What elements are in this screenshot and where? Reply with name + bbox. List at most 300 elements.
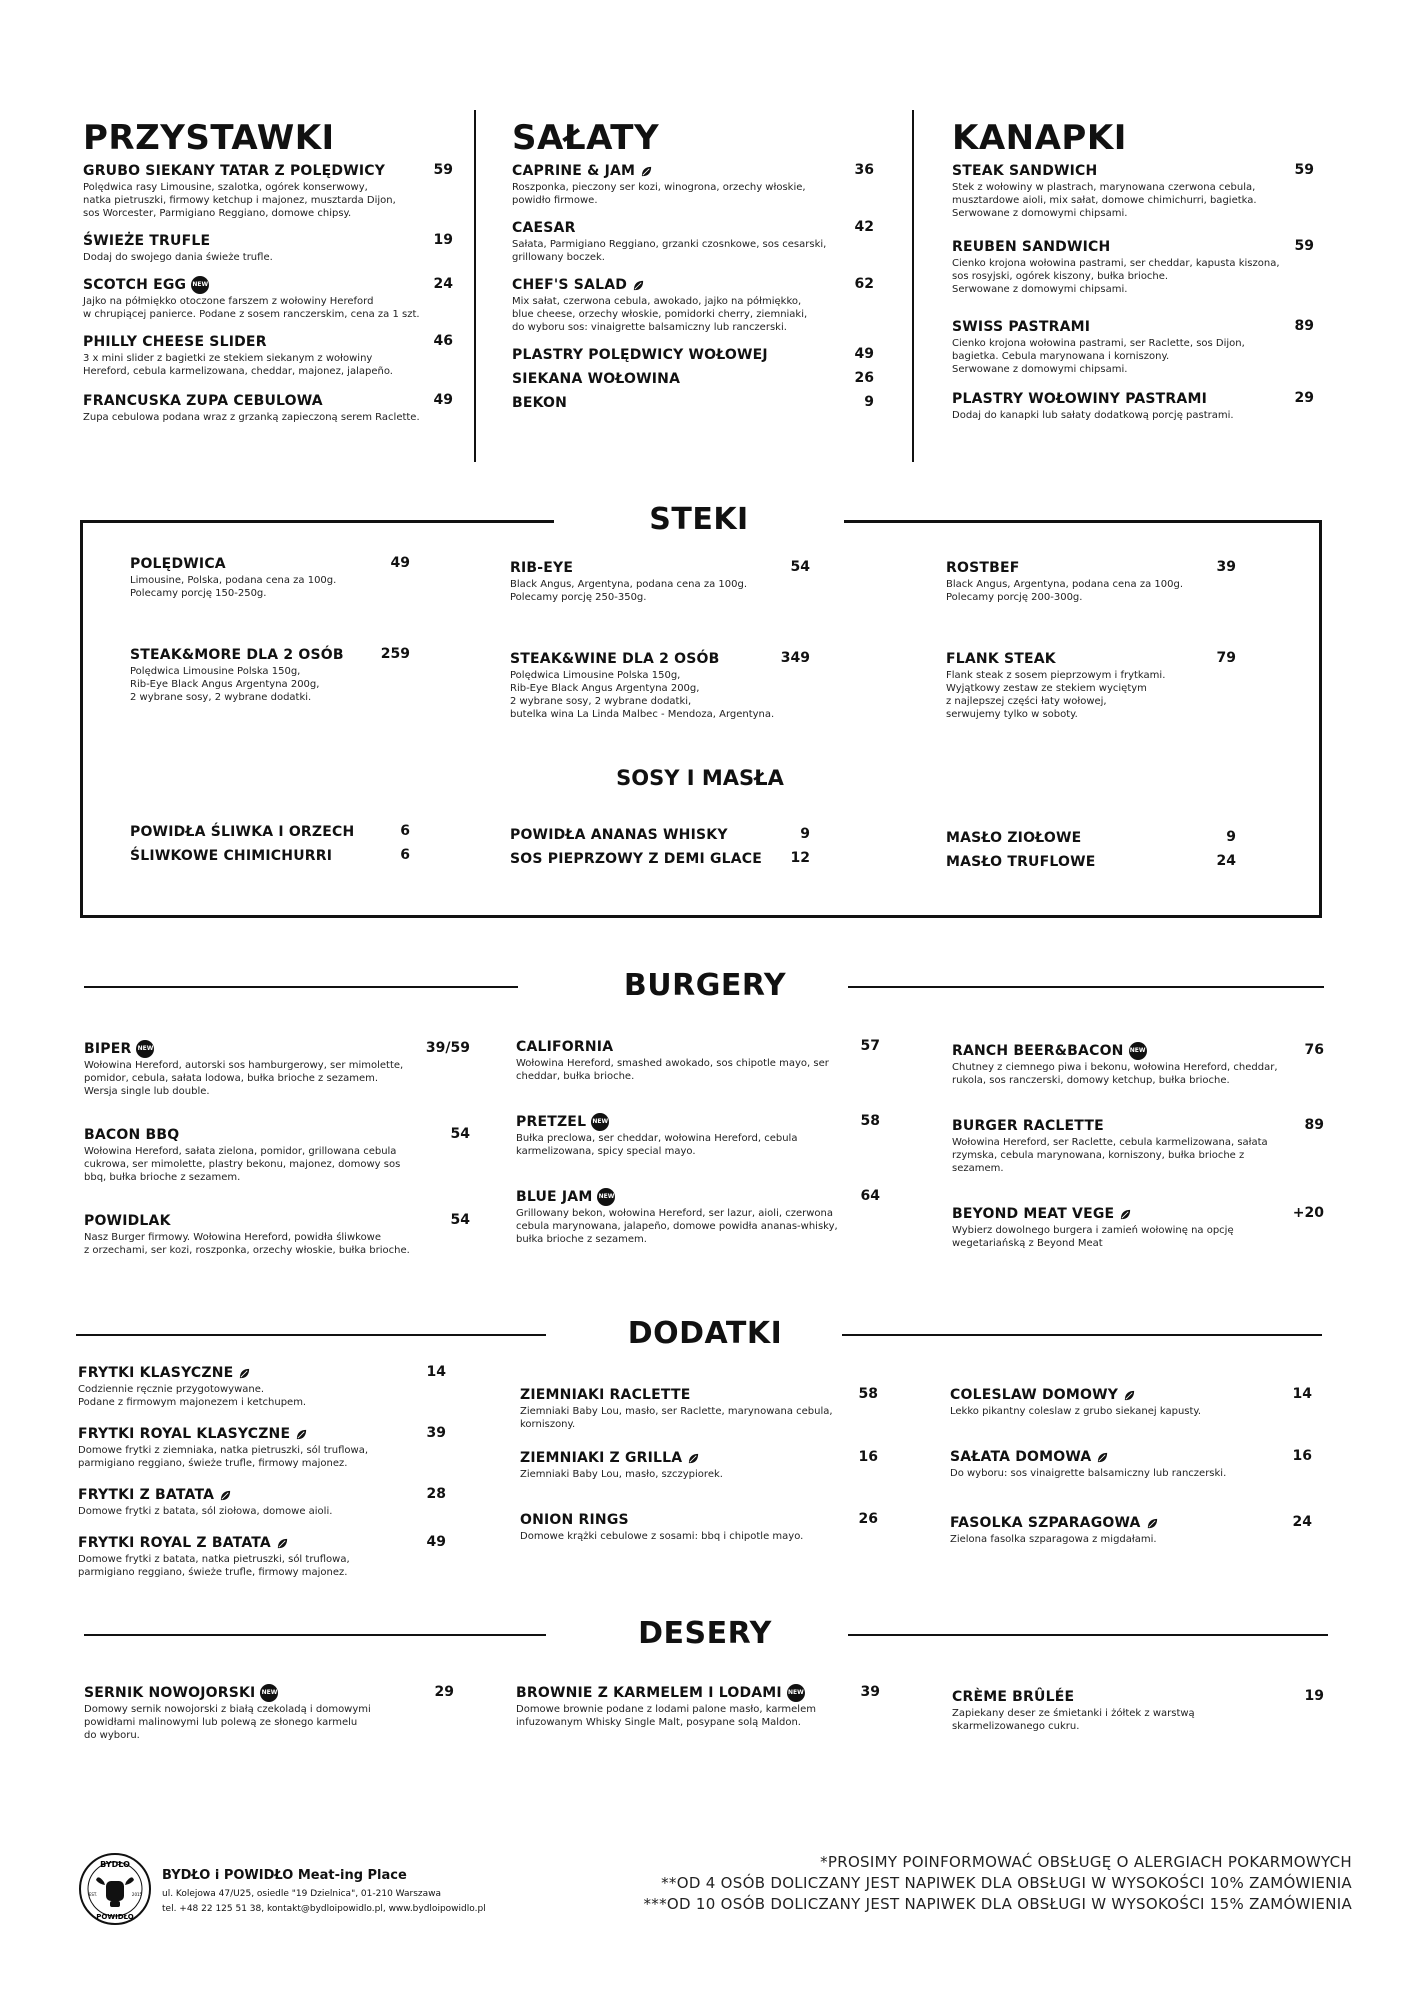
item-header [952,390,1314,408]
menu-item [84,1684,454,1742]
description-line: butelka wina La Linda Malbec - Mendoza, Argentyna. [510,709,775,720]
menu-item [520,1386,878,1431]
sosy-col-1 [130,823,410,865]
item-description [83,181,453,220]
item-header [510,559,810,577]
description-line: sos Worcester, Parmigiano Reggiano, domowe chipsy. [83,208,352,219]
item-name: ZIEMNIAKI RACLETTE [520,1387,691,1403]
item-price: 9 [864,394,874,410]
description-line: Black Angus, Argentyna, podana cena za 100g. [946,579,1183,590]
description-line: Zupa cebulowa podana wraz z grzanką zapieczoną serem Raclette. [83,412,420,423]
description-line: Domowe frytki z batata, natka pietruszki, sól truflowa, [78,1554,350,1565]
item-header [952,238,1314,256]
item-header [83,232,453,250]
item-price: 58 [860,1113,880,1129]
leaf-icon [687,1452,700,1465]
menu-item [952,1042,1324,1087]
section-title-salaty: SAŁATY [512,118,660,158]
item-price: 6 [400,847,410,863]
item-price: +20 [1292,1205,1324,1221]
description-line: Polędwica Limousine Polska 150g, [510,670,681,681]
leaf-icon [1119,1208,1132,1221]
item-price: 24 [1292,1514,1312,1530]
item-header [84,1126,470,1144]
menu-item [512,276,874,334]
allergy-note: *PROSIMY POINFORMOWAĆ OBSŁUGĘ O ALERGIACH POKARMOWYCH [820,1853,1352,1871]
item-description [952,409,1314,422]
item-description [84,1059,470,1098]
description-line: bbq, bułka brioche z sezamem. [84,1172,241,1183]
item-description [130,574,410,600]
item-name: STEAK&MORE DLA 2 OSÓB [130,647,344,663]
item-name: FRYTKI ROYAL KLASYCZNE [78,1426,291,1442]
item-description [950,1467,1312,1480]
item-header [946,650,1236,668]
menu-item [510,650,810,721]
item-name: SAŁATA DOMOWA [950,1449,1092,1465]
steki-col-2 [510,559,810,721]
new-badge-icon: NEW [260,1684,278,1702]
description-line: Polecamy porcję 250-350g. [510,592,647,603]
item-price: 29 [434,1684,454,1700]
item-price: 49 [426,1534,446,1550]
item-description [952,181,1314,220]
item-price: 49 [433,392,453,408]
description-line: Serwowane z domowymi chipsami. [952,208,1128,219]
item-name: STEAK SANDWICH [952,163,1098,179]
menu-item [512,162,874,207]
description-line: karmelizowana, spicy special mayo. [516,1146,696,1157]
item-name: ŚLIWKOWE CHIMICHURRI [130,848,333,864]
item-header [83,392,453,410]
dodatki-col-2 [520,1386,878,1543]
item-header [516,1188,880,1206]
menu-item [83,333,453,378]
burgery-col-3 [952,1042,1324,1250]
restaurant-contact: tel. +48 22 125 51 38, kontakt@bydloipowidlo.pl, www.bydloipowidlo.pl [162,1904,486,1914]
divider [84,986,518,988]
description-line: powidłami malinowymi lub polewą ze słonego karmelu [84,1717,358,1728]
item-name: RANCH BEER&BACON [952,1043,1124,1059]
item-name: POWIDŁA ANANAS WHISKY [510,827,728,843]
description-line: Wołowina Hereford, smashed awokado, sos chipotle mayo, ser [516,1058,829,1069]
item-name: BROWNIE Z KARMELEM I LODAMI [516,1685,782,1701]
item-header [516,1684,880,1702]
divider [76,1334,546,1336]
menu-item [83,162,453,220]
item-header [78,1486,446,1504]
item-description [520,1530,878,1543]
menu-item [130,847,410,865]
item-price: 26 [854,370,874,386]
menu-item [946,650,1236,721]
description-line: rzymska, cebula marynowana, korniszony, bułka brioche z [952,1150,1245,1161]
description-line: z najlepszej części łaty wołowej, [946,696,1107,707]
item-name: POWIDŁA ŚLIWKA I ORZECH [130,824,355,840]
item-description [83,411,453,424]
description-line: cheddar, bułka brioche. [516,1071,635,1082]
item-name: GRUBO SIEKANY TATAR Z POLĘDWICY [83,163,386,179]
section-title-kanapki: KANAPKI [952,118,1127,158]
item-name: CAESAR [512,220,576,236]
item-name: BEKON [512,395,568,411]
item-price: 28 [426,1486,446,1502]
item-price: 16 [858,1449,878,1465]
description-line: Nasz Burger firmowy. Wołowina Hereford, powidła śliwkowe [84,1232,382,1243]
dodatki-col-1 [78,1364,446,1579]
item-name: PRETZEL [516,1114,587,1130]
item-price: 14 [426,1364,446,1380]
leaf-icon [238,1367,251,1380]
description-line: Serwowane z domowymi chipsami. [952,284,1128,295]
menu-item [952,162,1314,220]
item-description [78,1444,446,1470]
item-header [520,1449,878,1467]
item-header [520,1511,878,1529]
item-price: 46 [433,333,453,349]
description-line: Codziennie ręcznie przygotowywane. [78,1384,265,1395]
description-line: parmigiano reggiano, świeże trufle, firmowy majonez. [78,1567,348,1578]
description-line: wegetariańską z Beyond Meat [952,1238,1103,1249]
menu-item [950,1448,1312,1480]
item-name: FASOLKA SZPARAGOWA [950,1515,1141,1531]
item-price: 62 [854,276,874,292]
item-price: 24 [1216,853,1236,869]
leaf-icon [1123,1389,1136,1402]
menu-item [84,1126,470,1184]
new-badge-icon: NEW [597,1188,615,1206]
menu-item [83,392,453,424]
item-price: 19 [1304,1688,1324,1704]
item-price: 29 [1294,390,1314,406]
item-description [78,1553,446,1579]
item-name: BACON BBQ [84,1127,180,1143]
item-header [512,394,874,412]
description-line: Ziemniaki Baby Lou, masło, szczypiorek. [520,1469,723,1480]
menu-item [950,1386,1312,1418]
item-header [946,559,1236,577]
leaf-icon [632,279,645,292]
item-header [83,276,453,294]
menu-item [946,829,1236,847]
item-header [952,1117,1324,1135]
item-name: PLASTRY POLĘDWICY WOŁOWEJ [512,347,768,363]
description-line: Lekko pikantny coleslaw z grubo siekanej kapusty. [950,1406,1202,1417]
item-description [510,669,810,721]
item-header [950,1448,1312,1466]
description-line: Wołowina Hereford, autorski sos hamburgerowy, ser mimolette, [84,1060,404,1071]
description-line: Wersja single lub double. [84,1086,210,1097]
description-line: Hereford, cebula karmelizowana, cheddar, majonez, jalapeño. [83,366,393,377]
item-price: 59 [433,162,453,178]
leaf-icon [1096,1451,1109,1464]
menu-item [510,559,810,604]
item-name: FLANK STEAK [946,651,1056,667]
przystawki-list [83,162,453,424]
item-description [130,665,410,704]
item-description [84,1231,470,1257]
menu-item [83,276,453,321]
restaurant-name: BYDŁO i POWIDŁO Meat-ing Place [162,1868,407,1883]
item-price: 12 [790,850,810,866]
description-line: Wołowina Hereford, sałata zielona, pomidor, grillowana cebula [84,1146,397,1157]
item-description [84,1703,454,1742]
description-line: 2 wybrane sosy, 2 wybrane dodatki, [510,696,692,707]
description-line: Stek z wołowiny w plastrach, marynowana czerwona cebula, [952,182,1256,193]
steki-col-1 [130,555,410,704]
leaf-icon [219,1489,232,1502]
item-description [516,1057,880,1083]
menu-item [520,1449,878,1481]
menu-item [512,346,874,364]
description-line: Polecamy porcję 150-250g. [130,588,267,599]
description-line: Chutney z ciemnego piwa i bekonu, wołowina Hereford, cheddar, [952,1062,1278,1073]
item-price: 89 [1294,318,1314,334]
new-badge-icon: NEW [591,1113,609,1131]
item-price: 36 [854,162,874,178]
description-line: Cienko krojona wołowina pastrami, ser Raclette, sos Dijon, [952,338,1245,349]
menu-item [512,370,874,388]
item-description [950,1533,1312,1546]
description-line: Domowe frytki z ziemniaka, natka pietruszki, sól truflowa, [78,1445,368,1456]
item-price: 9 [800,826,810,842]
item-price: 259 [380,646,410,662]
item-header [130,646,410,664]
item-description [520,1468,878,1481]
item-name: BURGER RACLETTE [952,1118,1104,1134]
item-header [78,1534,446,1552]
item-description [84,1145,470,1184]
item-description [952,337,1314,376]
item-header [952,1042,1324,1060]
divider [842,1334,1322,1336]
item-price: 39 [860,1684,880,1700]
description-line: Mix sałat, czerwona cebula, awokado, jajko na półmiękko, [512,296,802,307]
description-line: infuzowanym Whisky Single Malt, posypane solą Maldon. [516,1717,801,1728]
item-header [130,555,410,573]
item-name: FRYTKI Z BATATA [78,1487,215,1503]
kanapki-list [952,162,1314,422]
item-name: SIEKANA WOŁOWINA [512,371,681,387]
item-price: 14 [1292,1386,1312,1402]
description-line: korniszony. [520,1419,576,1430]
item-name: COLESLAW DOMOWY [950,1387,1119,1403]
new-badge-icon: NEW [136,1040,154,1058]
description-line: Roszponka, pieczony ser kozi, winogrona, orzechy włoskie, [512,182,806,193]
description-line: 3 x mini slider z bagietki ze stekiem siekanym z wołowiny [83,353,373,364]
description-line: Wybierz dowolnego burgera i zamień wołowinę na opcję [952,1225,1234,1236]
item-price: 9 [1226,829,1236,845]
menu-item [952,318,1314,376]
description-line: Wyjątkowy zestaw ze stekiem wyciętym [946,683,1147,694]
menu-item [510,826,810,844]
item-name: REUBEN SANDWICH [952,239,1111,255]
description-line: Dodaj do kanapki lub sałaty dodatkową porcję pastrami. [952,410,1234,421]
item-description [516,1703,880,1729]
description-line: serwujemy tylko w soboty. [946,709,1078,720]
description-line: Dodaj do swojego dania świeże trufle. [83,252,273,263]
description-line: Domowe brownie podane z lodami palone masło, karmelem [516,1704,816,1715]
logo-seal-icon [78,1852,152,1926]
item-price: 58 [858,1386,878,1402]
description-line: pomidor, cebula, sałata lodowa, bułka brioche z sezamem. [84,1073,379,1084]
item-name: CHEF'S SALAD [512,277,628,293]
steki-col-3 [946,559,1236,721]
item-price: 59 [1294,238,1314,254]
divider [848,1634,1328,1636]
description-line: sos rosyjski, ogórek kiszony, bułka brioche. [952,271,1169,282]
description-line: grillowany boczek. [512,252,605,263]
description-line: Podane z firmowym majonezem i ketchupem. [78,1397,307,1408]
item-header [130,847,410,865]
description-line: Jajko na półmiękko otoczone farszem z wołowiny Hereford [83,296,374,307]
item-description [946,669,1236,721]
menu-item [130,555,410,600]
item-name: RIB-EYE [510,560,574,576]
item-header [78,1364,446,1382]
item-description [952,1224,1324,1250]
item-name: ŚWIEŻE TRUFLE [83,233,211,249]
item-header [84,1212,470,1230]
item-description [516,1132,880,1158]
item-header [512,370,874,388]
description-line: Ziemniaki Baby Lou, masło, ser Raclette, marynowana cebula, [520,1406,833,1417]
item-description [520,1405,878,1431]
sosy-col-2 [510,826,810,868]
dodatki-col-3 [950,1386,1312,1546]
item-description [952,1061,1324,1087]
description-line: Rib-Eye Black Angus Argentyna 200g, [130,679,320,690]
description-line: do wyboru. [84,1730,140,1741]
item-name: BEYOND MEAT VEGE [952,1206,1115,1222]
section-title-desery: DESERY [638,1616,772,1651]
description-line: Rib-Eye Black Angus Argentyna 200g, [510,683,700,694]
new-badge-icon: NEW [191,276,209,294]
item-header [952,1205,1324,1223]
item-header [84,1684,454,1702]
menu-item [516,1188,880,1246]
item-description [512,295,874,334]
item-header [952,162,1314,180]
section-title-sosy: SOSY I MASŁA [616,766,784,790]
item-price: 64 [860,1188,880,1204]
item-price: 24 [433,276,453,292]
item-name: BIPER [84,1041,132,1057]
menu-item [78,1486,446,1518]
leaf-icon [276,1537,289,1550]
item-header [520,1386,878,1404]
desery-col-2 [516,1684,880,1729]
item-header [84,1040,470,1058]
description-line: Domowe krążki cebulowe z sosami: bbq i chipotle mayo. [520,1531,804,1542]
description-line: Serwowane z domowymi chipsami. [952,364,1128,375]
description-line: Polędwica rasy Limousine, szalotka, ogórek konserwowy, [83,182,368,193]
section-title-przystawki: PRZYSTAWKI [83,118,335,158]
item-name: SOS PIEPRZOWY Z DEMI GLACE [510,851,763,867]
item-name: POLĘDWICA [130,556,226,572]
item-price: 42 [854,219,874,235]
description-line: Cienko krojona wołowina pastrami, ser cheddar, kapusta kiszona, [952,258,1280,269]
description-line: Polecamy porcję 200-300g. [946,592,1083,603]
divider [848,986,1324,988]
item-name: FRANCUSKA ZUPA CEBULOWA [83,393,323,409]
logo-text-top: BYDŁO [100,1860,130,1869]
menu-item [512,394,874,412]
item-description [952,1707,1324,1733]
menu-item [950,1514,1312,1546]
item-name: SCOTCH EGG [83,277,187,293]
menu-item [78,1364,446,1409]
item-header [78,1425,446,1443]
menu-item [516,1113,880,1158]
divider [912,110,914,462]
item-price: 349 [780,650,810,666]
description-line: Black Angus, Argentyna, podana cena za 100g. [510,579,747,590]
item-name: MASŁO ZIOŁOWE [946,830,1082,846]
description-line: Sałata, Parmigiano Reggiano, grzanki czosnkowe, sos cesarski, [512,239,827,250]
item-description [78,1383,446,1409]
item-header [946,853,1236,871]
desery-col-3 [952,1688,1324,1733]
description-line: cukrowa, ser mimolette, plastry bekonu, majonez, domowy sos [84,1159,401,1170]
item-name: ZIEMNIAKI Z GRILLA [520,1450,683,1466]
description-line: Flank steak z sosem pieprzowym i frytkami. [946,670,1166,681]
menu-item [84,1212,470,1257]
item-description [510,578,810,604]
item-price: 16 [1292,1448,1312,1464]
item-price: 19 [433,232,453,248]
item-description [512,181,874,207]
item-header [950,1386,1312,1404]
burgery-col-2 [516,1038,880,1246]
menu-item [952,1688,1324,1733]
item-description [78,1505,446,1518]
description-line: z orzechami, ser kozi, roszponka, orzechy włoskie, bułka brioche. [84,1245,410,1256]
menu-item [130,646,410,704]
footer-notes [643,1852,1352,1915]
logo-text-bottom: POWIDŁO [96,1913,134,1921]
item-description [952,257,1314,296]
item-header [952,318,1314,336]
menu-item [83,232,453,264]
menu-item [952,1205,1324,1250]
menu-item [516,1684,880,1729]
description-line: Limousine, Polska, podana cena za 100g. [130,575,337,586]
item-name: MASŁO TRUFLOWE [946,854,1096,870]
item-name: STEAK&WINE DLA 2 OSÓB [510,651,720,667]
item-name: POWIDLAK [84,1213,171,1229]
description-line: w chrupiącej panierce. Podane z sosem ranczerskim, cena za 1 szt. [83,309,420,320]
leaf-icon [1146,1517,1159,1530]
description-line: Zielona fasolka szparagowa z migdałami. [950,1534,1157,1545]
menu-item [130,823,410,841]
item-header [510,826,810,844]
brand-logo [78,1852,152,1926]
description-line: Polędwica Limousine Polska 150g, [130,666,301,677]
description-line: rukola, sos ranczerski, domowy ketchup, bułka brioche. [952,1075,1230,1086]
item-description [83,352,453,378]
item-description [83,295,453,321]
item-header [130,823,410,841]
menu-item [84,1040,470,1098]
description-line: bagietka. Cebula marynowana i korniszony. [952,351,1170,362]
item-header [516,1113,880,1131]
item-header [83,162,453,180]
item-price: 57 [860,1038,880,1054]
item-price: 49 [390,555,410,571]
description-line: Wołowina Hereford, ser Raclette, cebula karmelizowana, sałata [952,1137,1268,1148]
description-line: cebula marynowana, jalapeño, domowe powidła ananas-whisky, [516,1221,838,1232]
